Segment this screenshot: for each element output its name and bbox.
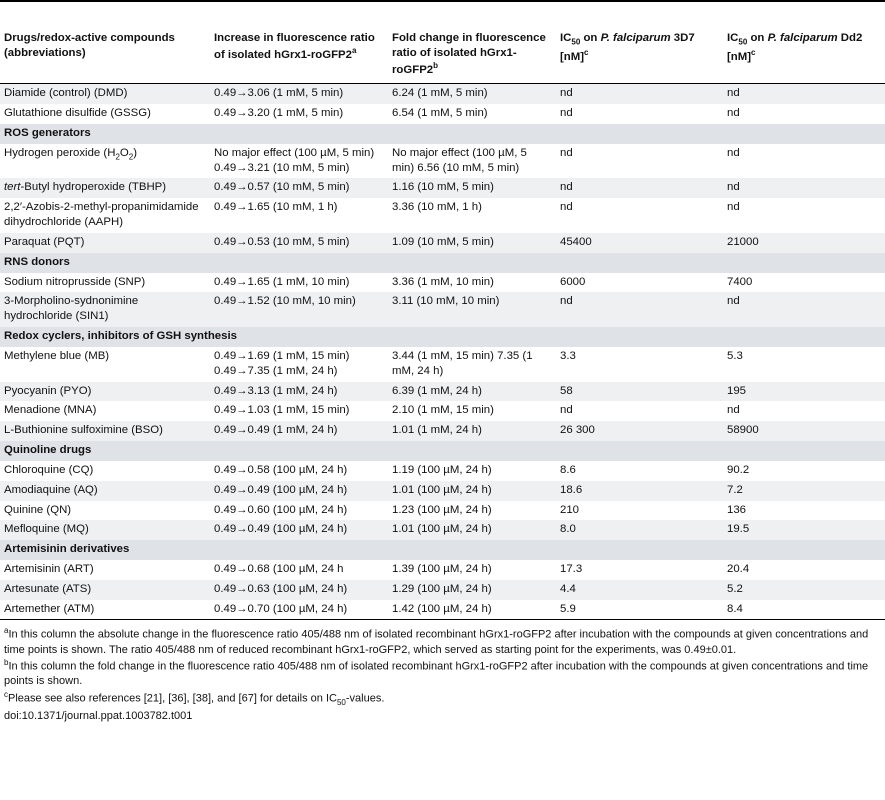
ic50-3d7-cell: nd: [556, 84, 723, 104]
increase-cell: 0.49→0.60 (100 µM, 24 h): [210, 501, 388, 521]
ic50-3d7-cell: 18.6: [556, 481, 723, 501]
fold-cell: 1.29 (100 µM, 24 h): [388, 580, 556, 600]
increase-cell: 0.49→0.58 (100 µM, 24 h): [210, 461, 388, 481]
ic50-dd2-cell: nd: [723, 292, 885, 327]
footnote-b: $^b$In this column the fold change in the fluorescence ratio 405/488 nm of isolated recombinant hGrx1-roGFP2 after incubation with the compounds at given concentrations and time points is shown.: [4, 658, 869, 688]
increase-cell: 0.49→3.06 (1 mM, 5 min): [210, 84, 388, 104]
ic50-3d7-cell: nd: [556, 178, 723, 198]
table-row: [0, 421, 885, 441]
section-rns-donors: RNS donors: [0, 253, 885, 273]
increase-cell: 0.49→1.03 (1 mM, 15 min): [210, 401, 388, 421]
table-row: [0, 104, 885, 124]
ic50-3d7-cell: 5.9: [556, 600, 723, 620]
header-ic50-3d7: $IC_{50}$ on P. falciparum 3D7 [nM]$^c$: [556, 28, 723, 84]
compound-name: Hydrogen peroxide $(H_2O_2)$: [0, 144, 210, 179]
section-row: [0, 327, 885, 347]
section-row: [0, 441, 885, 461]
header-increase: Increase in fluorescence ratio of isolated hGrx1-roGFP2$^a$: [210, 28, 388, 84]
ic50-dd2-cell: 58900: [723, 421, 885, 441]
compound-name: Quinine (QN): [0, 501, 210, 521]
fold-cell: 3.36 (1 mM, 10 min): [388, 273, 556, 293]
compound-name: Artemether (ATM): [0, 600, 210, 620]
fold-cell: 1.01 (100 µM, 24 h): [388, 520, 556, 540]
ic50-3d7-cell: nd: [556, 104, 723, 124]
fold-cell: 2.10 (1 mM, 15 min): [388, 401, 556, 421]
increase-cell: 0.49→1.69 (1 mM, 15 min) 0.49→7.35 (1 mM, 24 h): [210, 347, 388, 382]
ic50-dd2-cell: 21000: [723, 233, 885, 253]
compound-name: 2,2′-Azobis-2-methyl-propanimidamide dihydrochloride (AAPH): [0, 198, 210, 233]
ic50-3d7-cell: 210: [556, 501, 723, 521]
section-ros-generators: ROS generators: [0, 124, 885, 144]
section-redox-cyclers: Redox cyclers, inhibitors of GSH synthesis: [0, 327, 885, 347]
compound-name: tert-Butyl hydroperoxide (TBHP): [0, 178, 210, 198]
compound-name: Methylene blue (MB): [0, 347, 210, 382]
ic50-dd2-cell: 136: [723, 501, 885, 521]
fold-cell: 1.42 (100 µM, 24 h): [388, 600, 556, 620]
compound-name: Chloroquine (CQ): [0, 461, 210, 481]
table-row: [0, 501, 885, 521]
table-row: [0, 178, 885, 198]
footnote-a: $^a$In this column the absolute change in the fluorescence ratio 405/488 nm of isolated recombinant hGrx1-roGFP2 after incubation with the compounds at given concentrations and time points is shown. The ratio 405/488 nm of reduced recombinant hGrx1-roGFP2, which served as starting point for the experiments, was 0.49±0.01.: [4, 626, 869, 656]
table-row: [0, 461, 885, 481]
ic50-3d7-cell: 4.4: [556, 580, 723, 600]
header-fold-change: Fold change in fluorescence ratio of isolated hGrx1-roGFP2$^b$: [388, 28, 556, 84]
compound-name: Mefloquine (MQ): [0, 520, 210, 540]
increase-cell: No major effect (100 µM, 5 min) 0.49→3.21 (10 mM, 5 min): [210, 144, 388, 179]
ic50-3d7-cell: 58: [556, 382, 723, 402]
ic50-3d7-cell: nd: [556, 198, 723, 233]
compound-name: Amodiaquine (AQ): [0, 481, 210, 501]
ic50-3d7-cell: nd: [556, 401, 723, 421]
compound-name: 3-Morpholino-sydnonimine hydrochloride (SIN1): [0, 292, 210, 327]
table-row: [0, 292, 885, 327]
ic50-dd2-cell: 7.2: [723, 481, 885, 501]
increase-cell: 0.49→1.65 (1 mM, 10 min): [210, 273, 388, 293]
increase-cell: 0.49→0.49 (100 µM, 24 h): [210, 520, 388, 540]
fold-cell: 6.54 (1 mM, 5 min): [388, 104, 556, 124]
fold-cell: 6.24 (1 mM, 5 min): [388, 84, 556, 104]
section-row: [0, 253, 885, 273]
ic50-3d7-cell: nd: [556, 292, 723, 327]
fold-cell: 3.36 (10 mM, 1 h): [388, 198, 556, 233]
increase-cell: 0.49→0.70 (100 µM, 24 h): [210, 600, 388, 620]
ic50-3d7-cell: 6000: [556, 273, 723, 293]
table-row: [0, 401, 885, 421]
fold-cell: 1.39 (100 µM, 24 h): [388, 560, 556, 580]
increase-cell: 0.49→0.68 (100 µM, 24 h: [210, 560, 388, 580]
ic50-3d7-cell: 45400: [556, 233, 723, 253]
ic50-dd2-cell: 195: [723, 382, 885, 402]
increase-cell: 0.49→1.52 (10 mM, 10 min): [210, 292, 388, 327]
ic50-3d7-cell: 8.6: [556, 461, 723, 481]
ic50-dd2-cell: 90.2: [723, 461, 885, 481]
compound-name: Menadione (MNA): [0, 401, 210, 421]
footnote-c: $^c$Please see also references [21], [36], [38], and [67] for details on $IC_{50}$-values.: [4, 689, 385, 707]
compound-name: Artesunate (ATS): [0, 580, 210, 600]
fold-cell: No major effect (100 µM, 5 min) 6.56 (10 mM, 5 min): [388, 144, 556, 179]
doi-line: doi:10.1371/journal.ppat.1003782.t001: [4, 710, 193, 723]
ic50-dd2-cell: 5.3: [723, 347, 885, 382]
table-row: [0, 560, 885, 580]
fold-cell: 1.16 (10 mM, 5 min): [388, 178, 556, 198]
compound-name: Diamide (control) (DMD): [0, 84, 210, 104]
fold-cell: 1.09 (10 mM, 5 min): [388, 233, 556, 253]
fold-cell: 3.11 (10 mM, 10 min): [388, 292, 556, 327]
ic50-dd2-cell: 8.4: [723, 600, 885, 620]
table-footnotes: [0, 620, 885, 723]
increase-cell: 0.49→1.65 (10 mM, 1 h): [210, 198, 388, 233]
ic50-dd2-cell: nd: [723, 198, 885, 233]
table-row: [0, 481, 885, 501]
compound-name: Glutathione disulfide (GSSG): [0, 104, 210, 124]
fold-cell: 1.01 (100 µM, 24 h): [388, 481, 556, 501]
table-top-rule: [0, 0, 885, 2]
header-row: [0, 28, 885, 84]
ic50-dd2-cell: nd: [723, 401, 885, 421]
fold-cell: 6.39 (1 mM, 24 h): [388, 382, 556, 402]
fold-cell: 1.23 (100 µM, 24 h): [388, 501, 556, 521]
table-row: [0, 580, 885, 600]
ic50-3d7-cell: nd: [556, 144, 723, 179]
ic50-dd2-cell: 7400: [723, 273, 885, 293]
data-table: [0, 28, 885, 620]
increase-cell: 0.49→0.49 (1 mM, 24 h): [210, 421, 388, 441]
ic50-dd2-cell: nd: [723, 84, 885, 104]
ic50-dd2-cell: nd: [723, 104, 885, 124]
table-row: [0, 273, 885, 293]
section-row: [0, 540, 885, 560]
fold-cell: 1.19 (100 µM, 24 h): [388, 461, 556, 481]
ic50-3d7-cell: 17.3: [556, 560, 723, 580]
compound-name: L-Buthionine sulfoximine (BSO): [0, 421, 210, 441]
table-row: [0, 347, 885, 382]
fold-cell: 1.01 (1 mM, 24 h): [388, 421, 556, 441]
increase-cell: 0.49→0.63 (100 µM, 24 h): [210, 580, 388, 600]
increase-cell: 0.49→0.57 (10 mM, 5 min): [210, 178, 388, 198]
compound-name: Artemisinin (ART): [0, 560, 210, 580]
header-ic50-dd2: $IC_{50}$ on P. falciparum Dd2 [nM]$^c$: [723, 28, 885, 84]
compound-name: Paraquat (PQT): [0, 233, 210, 253]
ic50-dd2-cell: 19.5: [723, 520, 885, 540]
header-compound: Drugs/redox-active compounds (abbreviations): [0, 28, 210, 84]
table-row: [0, 382, 885, 402]
ic50-3d7-cell: 8.0: [556, 520, 723, 540]
ic50-3d7-cell: 3.3: [556, 347, 723, 382]
ic50-dd2-cell: 5.2: [723, 580, 885, 600]
compound-name: Pyocyanin (PYO): [0, 382, 210, 402]
compound-name: Sodium nitroprusside (SNP): [0, 273, 210, 293]
increase-cell: 0.49→3.13 (1 mM, 24 h): [210, 382, 388, 402]
section-quinoline-drugs: Quinoline drugs: [0, 441, 885, 461]
section-row: [0, 124, 885, 144]
ic50-dd2-cell: nd: [723, 144, 885, 179]
table-row: [0, 600, 885, 620]
table-row: [0, 144, 885, 179]
increase-cell: 0.49→0.49 (100 µM, 24 h): [210, 481, 388, 501]
table-row: [0, 233, 885, 253]
fold-cell: 3.44 (1 mM, 15 min) 7.35 (1 mM, 24 h): [388, 347, 556, 382]
ic50-dd2-cell: nd: [723, 178, 885, 198]
section-artemisinin-derivatives: Artemisinin derivatives: [0, 540, 885, 560]
table-row: [0, 84, 885, 104]
ic50-dd2-cell: 20.4: [723, 560, 885, 580]
table-row: [0, 520, 885, 540]
table-row: [0, 198, 885, 233]
increase-cell: 0.49→3.20 (1 mM, 5 min): [210, 104, 388, 124]
ic50-3d7-cell: 26 300: [556, 421, 723, 441]
increase-cell: 0.49→0.53 (10 mM, 5 min): [210, 233, 388, 253]
